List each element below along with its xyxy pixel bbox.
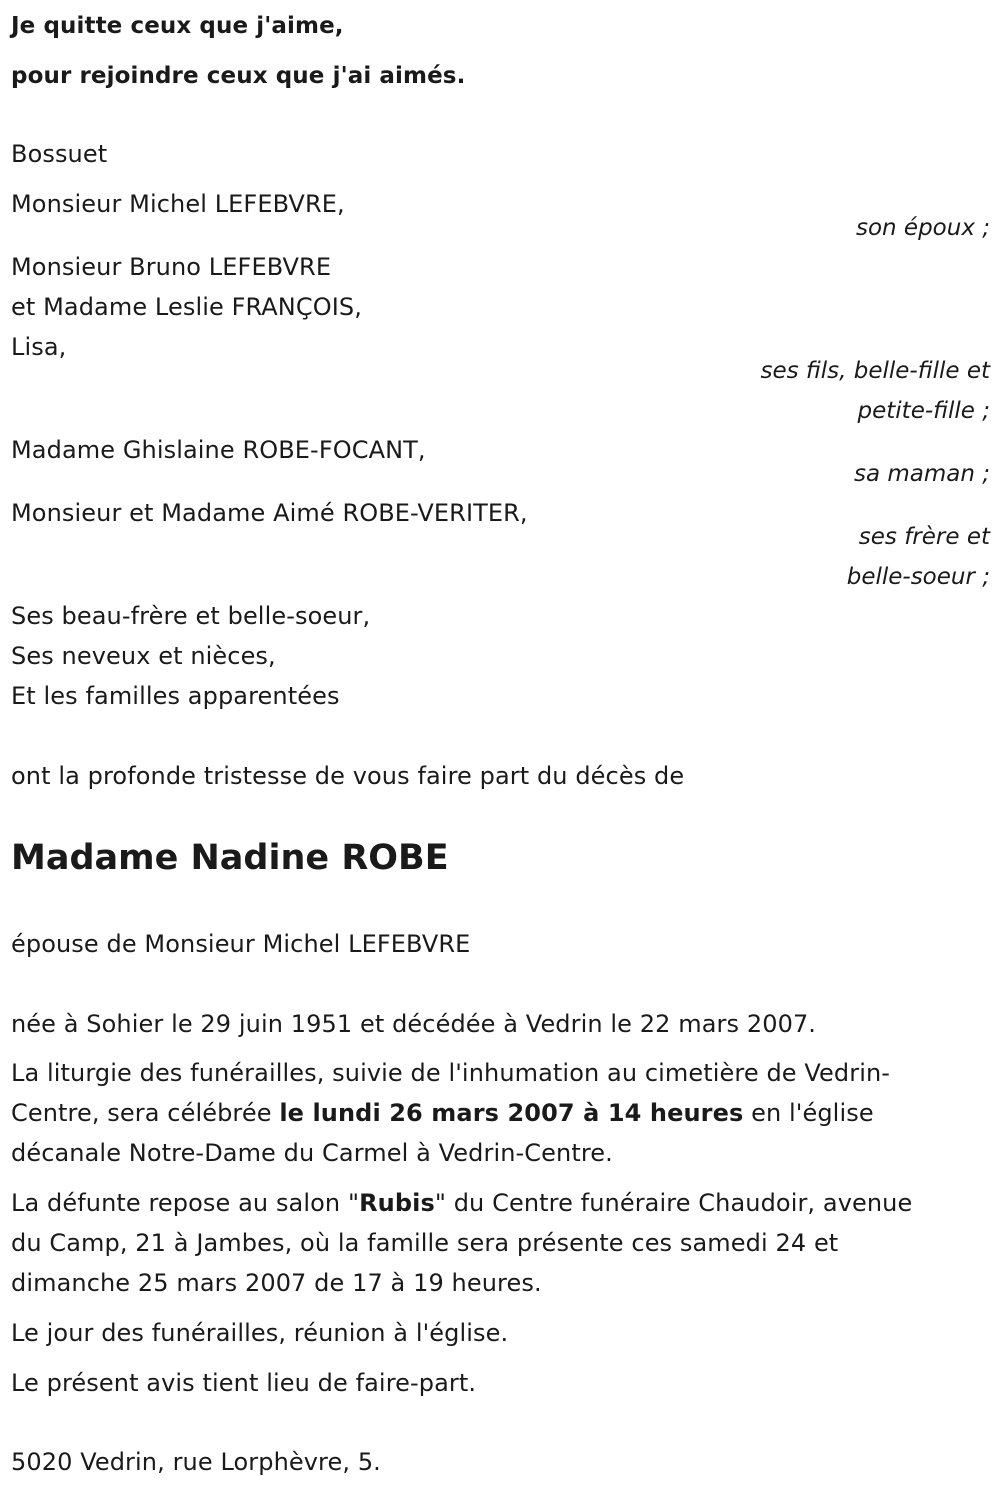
sons-relation-2: petite-fille ; (857, 398, 990, 424)
deceased-name: Madame Nadine ROBE (11, 838, 449, 878)
brother-name: Monsieur et Madame Aimé ROBE-VERITER, (11, 499, 528, 527)
place-name: Bossuet (11, 140, 108, 168)
repose-line-3: dimanche 25 mars 2007 de 17 à 19 heures. (11, 1269, 542, 1297)
others-line-3: Et les familles apparentées (11, 682, 340, 710)
husband-name: Monsieur Michel LEFEBVRE, (11, 190, 345, 218)
quote-line-1: Je quitte ceux que j'aime, (11, 13, 344, 39)
liturgy-line-2-start: Centre, sera célébrée (11, 1099, 280, 1127)
brother-relation-2: belle-soeur ; (846, 564, 990, 590)
salon-name: Rubis (359, 1189, 435, 1217)
repose-line-1-start: La défunte repose au salon " (11, 1189, 360, 1217)
mother-name: Madame Ghislaine ROBE-FOCANT, (11, 436, 426, 464)
son-line-3: Lisa, (11, 333, 67, 361)
mother-relation: sa maman ; (853, 461, 990, 487)
son-line-2: et Madame Leslie FRANÇOIS, (11, 293, 362, 321)
repose-line-1-end: " du Centre funéraire Chaudoir, avenue (434, 1189, 913, 1217)
repose-line-2: du Camp, 21 à Jambes, où la famille sera présente ces samedi 24 et (11, 1229, 839, 1257)
liturgy-line-1: La liturgie des funérailles, suivie de l'inhumation au cimetière de Vedrin- (11, 1059, 891, 1087)
announcement-text: ont la profonde tristesse de vous faire part du décès de (11, 762, 685, 790)
notice-line: Le présent avis tient lieu de faire-part. (11, 1369, 477, 1397)
others-line-1: Ses beau-frère et belle-soeur, (11, 602, 371, 630)
quote-line-2: pour rejoindre ceux que j'ai aimés. (11, 63, 466, 89)
birth-death-line: née à Sohier le 29 juin 1951 et décédée à Vedrin le 22 mars 2007. (11, 1010, 817, 1038)
reunion-line: Le jour des funérailles, réunion à l'église. (11, 1319, 509, 1347)
brother-relation-1: ses frère et (858, 524, 990, 550)
repose-line-1 (11, 1188, 912, 1218)
liturgy-line-2-end: en l'église (743, 1099, 874, 1127)
sons-relation-1: ses fils, belle-fille et (760, 358, 990, 384)
son-line-1: Monsieur Bruno LEFEBVRE (11, 253, 332, 281)
liturgy-line-3: décanale Notre-Dame du Carmel à Vedrin-Centre. (11, 1139, 613, 1167)
address-line: 5020 Vedrin, rue Lorphèvre, 5. (11, 1448, 381, 1476)
spouse-line: épouse de Monsieur Michel LEFEBVRE (11, 930, 471, 958)
liturgy-line-2 (11, 1098, 874, 1128)
husband-relation: son époux ; (855, 215, 990, 241)
others-line-2: Ses neveux et nièces, (11, 642, 276, 670)
funeral-date-time: le lundi 26 mars 2007 à 14 heures (279, 1099, 744, 1127)
